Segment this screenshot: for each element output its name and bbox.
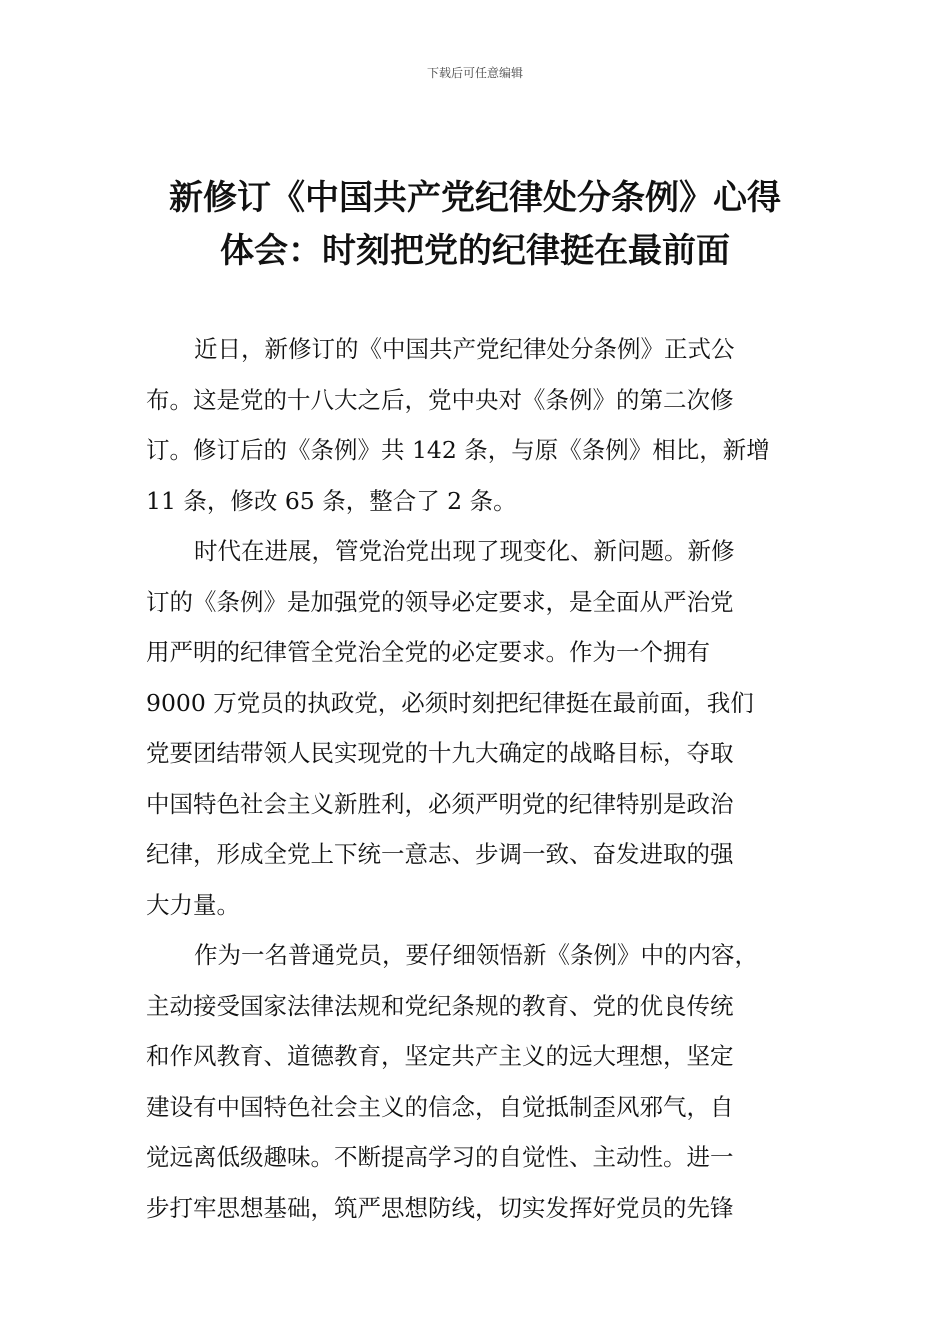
text-line: 订。修订后的《条例》共 142 条，与原《条例》相比，新增	[146, 436, 770, 464]
text-line: 纪律，形成全党上下统一意志、步调一致、奋发进取的强	[146, 840, 734, 868]
title-line: 体会：时刻把党的纪律挺在最前面	[220, 231, 730, 271]
text-line: 步打牢思想基础，筑严思想防线，切实发挥好党员的先锋	[146, 1193, 734, 1222]
text-line: 11 条，修改 65 条，整合了 2 条。	[146, 486, 517, 515]
text-line: 觉远离低级趣味。不断提高学习的自觉性、主动性。进一	[146, 1143, 734, 1171]
text-line: 主动接受国家法律法规和党纪条规的教育、党的优良传统	[146, 991, 734, 1020]
text-line: 用严明的纪律管全党治全党的必定要求。作为一个拥有	[146, 638, 710, 666]
text-line: 大力量。	[146, 890, 240, 919]
text-line: 9000 万党员的执政党，必须时刻把纪律挺在最前面，我们	[146, 688, 754, 717]
page-header: 下载后可任意编辑	[426, 66, 523, 80]
document-body	[146, 324, 806, 1233]
title-line: 新修订《中国共产党纪律处分条例》心得	[169, 178, 781, 218]
text-line: 布。这是党的十八大之后，党中央对《条例》的第二次修	[146, 385, 734, 414]
text-line: 建设有中国特色社会主义的信念，自觉抵制歪风邪气，自	[146, 1092, 734, 1121]
text-line: 时代在进展，管党治党出现了现变化、新问题。新修	[194, 537, 735, 565]
text-line: 订的《条例》是加强党的领导必定要求，是全面从严治党	[146, 587, 734, 616]
paragraph	[146, 930, 806, 1233]
text-line: 近日，新修订的《中国共产党纪律处分条例》正式公	[194, 335, 735, 363]
text-line: 党要团结带领人民实现党的十九大确定的战略目标，夺取	[146, 739, 734, 767]
document-title	[140, 172, 810, 278]
text-line: 作为一名普通党员，要仔细领悟新《条例》中的内容，	[194, 941, 758, 969]
paragraph	[146, 526, 806, 930]
paragraph	[146, 324, 806, 526]
text-line: 中国特色社会主义新胜利，必须严明党的纪律特别是政治	[146, 789, 734, 818]
text-line: 和作风教育、道德教育，坚定共产主义的远大理想，坚定	[146, 1042, 734, 1070]
